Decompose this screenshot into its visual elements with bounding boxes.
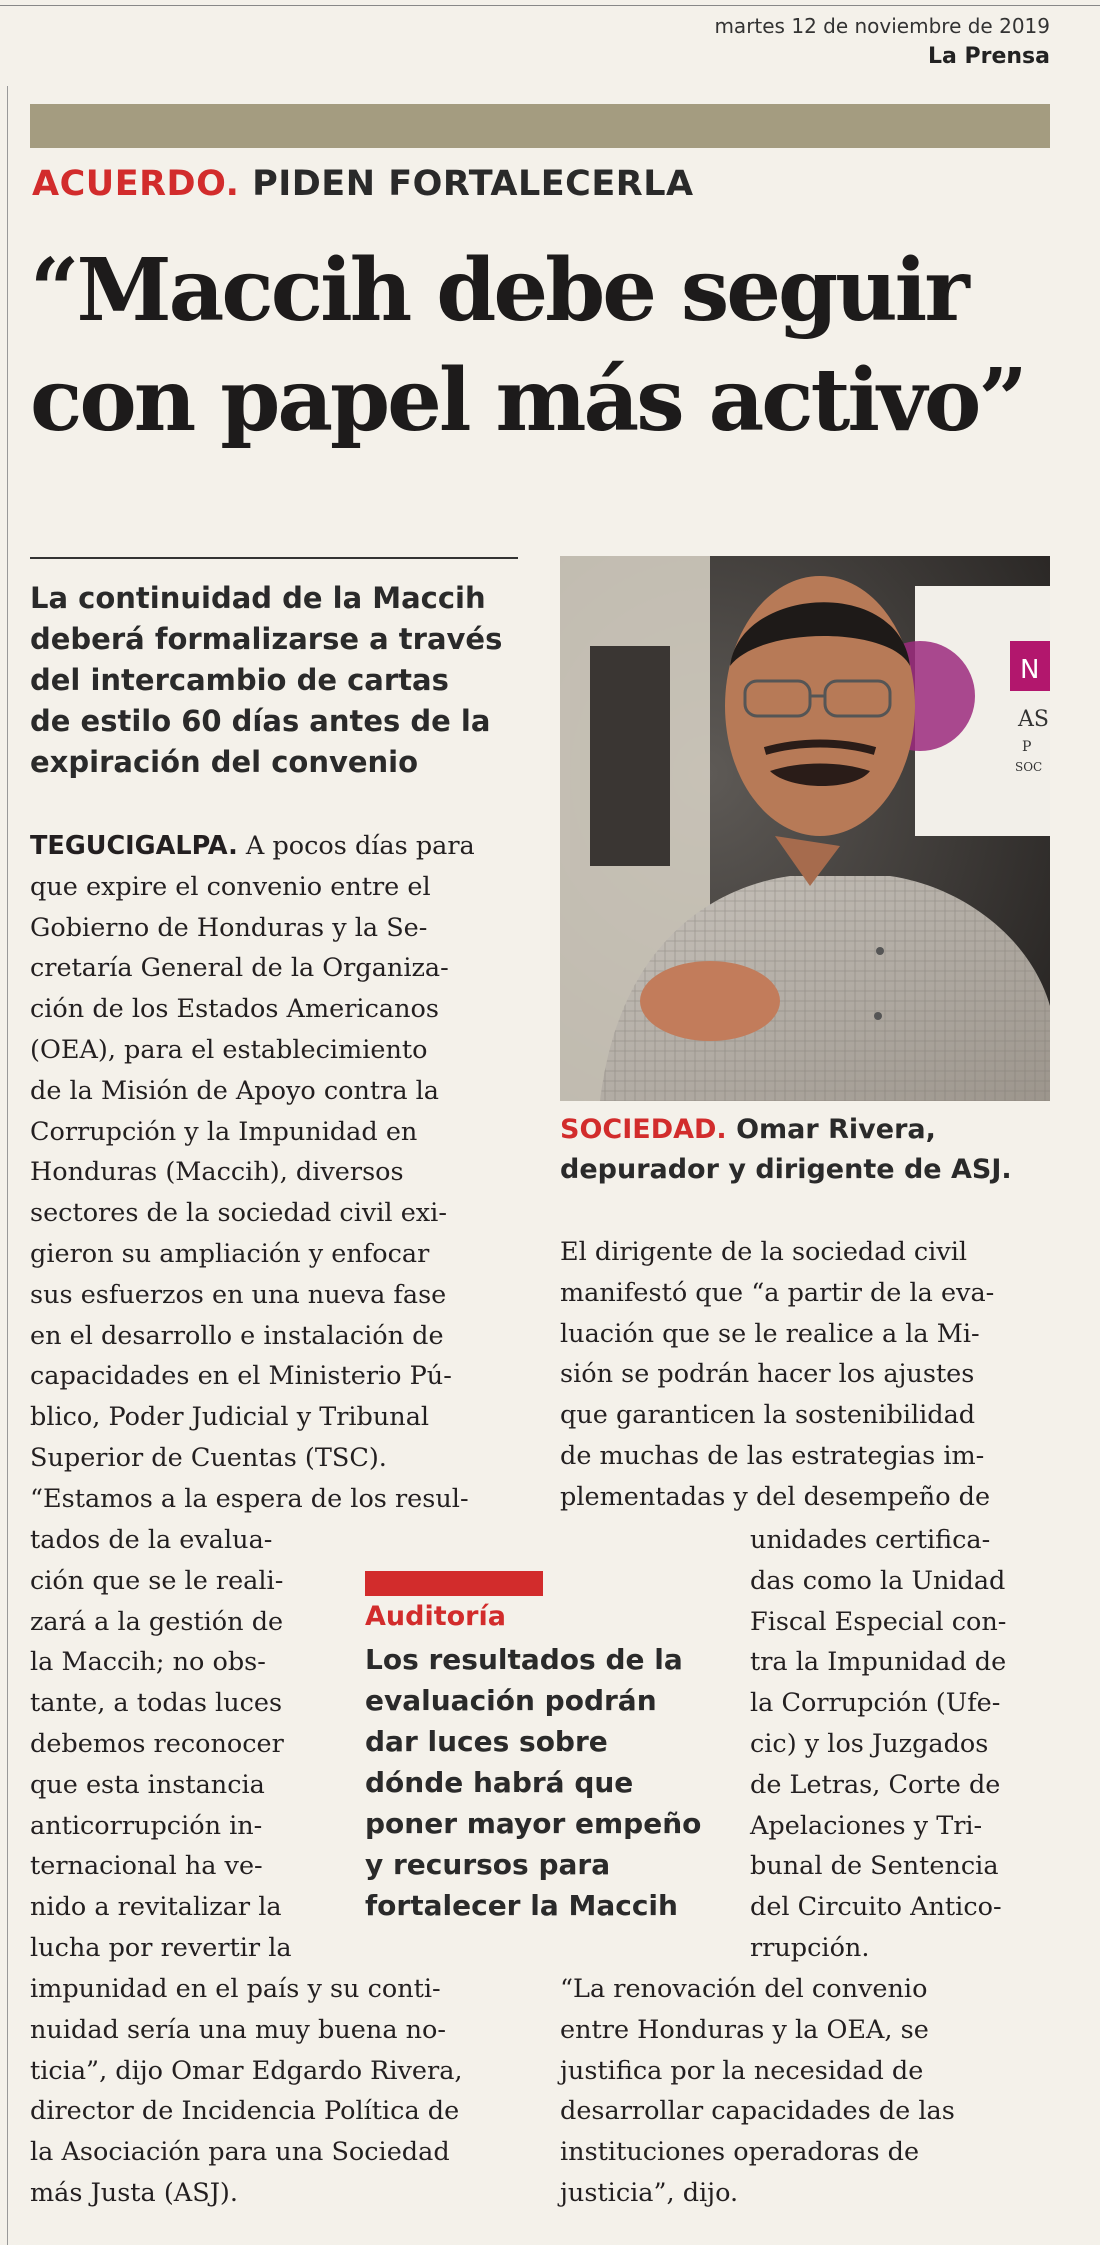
body-line: unidades certifica- xyxy=(750,1525,991,1555)
deck-line: del intercambio de cartas xyxy=(30,663,449,697)
body-column-left xyxy=(30,826,530,1520)
photo-caption xyxy=(560,1110,1050,1190)
body-line: entre Honduras y la OEA, se xyxy=(560,2014,929,2045)
caption-label: SOCIEDAD. xyxy=(560,1114,727,1145)
body-line: del Circuito Antico- xyxy=(750,1892,1002,1923)
body-line: El dirigente de la sociedad civil xyxy=(560,1237,968,1267)
body-line: nuidad sería una muy buena no- xyxy=(30,2014,447,2045)
kicker xyxy=(32,164,694,204)
body-line: desarrollar capacidades de las xyxy=(560,2096,955,2127)
body-line: Corrupción y la Impunidad en xyxy=(30,1116,418,1147)
body-line: rrupción. xyxy=(750,1932,870,1963)
body-column-left-narrow xyxy=(30,1520,330,1969)
body-line: Superior de Cuentas (TSC). xyxy=(30,1442,387,1473)
body-line: luación que se le realice a la Mi- xyxy=(560,1318,980,1349)
body-line: que esta instancia xyxy=(30,1769,265,1800)
pullquote-line: dónde habrá que xyxy=(365,1766,634,1799)
headline-line-1: “Maccih debe seguir xyxy=(30,240,967,341)
body-line: impunidad en el país y su conti- xyxy=(30,1974,441,2004)
pullquote-line: y recursos para xyxy=(365,1848,611,1881)
body-column-right xyxy=(560,1232,1050,1518)
body-line: la Corrupción (Ufe- xyxy=(750,1688,1001,1719)
pullquote-line: poner mayor empeño xyxy=(365,1807,702,1840)
body-line: de la Misión de Apoyo contra la xyxy=(30,1075,440,1106)
body-line: das como la Unidad xyxy=(750,1565,1006,1596)
body-line: ternacional ha ve- xyxy=(30,1851,263,1882)
body-line: la Asociación para una Sociedad xyxy=(30,2137,450,2168)
headline-line-2: con papel más activo” xyxy=(30,350,1025,451)
top-rule xyxy=(0,5,1100,6)
caption-line-1: Omar Rivera, xyxy=(736,1114,936,1145)
portrait-photo xyxy=(560,556,1050,1101)
body-line: sectores de la sociedad civil exi- xyxy=(30,1198,447,1229)
body-line: sus esfuerzos en una nueva fase xyxy=(30,1279,447,1310)
issue-date: martes 12 de noviembre de 2019 xyxy=(714,14,1050,38)
pullquote-line: fortalecer la Maccih xyxy=(365,1889,678,1922)
body-line: tra la Impunidad de xyxy=(750,1647,1007,1678)
body-line: sión se podrán hacer los ajustes xyxy=(560,1359,975,1390)
pullquote-line: Los resultados de la xyxy=(365,1643,683,1676)
hands xyxy=(640,961,780,1041)
body-line: más Justa (ASJ). xyxy=(30,2177,238,2208)
body-line: Fiscal Especial con- xyxy=(750,1606,1007,1637)
body-line: “La renovación del convenio xyxy=(560,1974,928,2004)
body-line: plementadas y del desempeño de xyxy=(560,1481,991,1512)
body-line: zará a la gestión de xyxy=(30,1606,284,1637)
body-line: A pocos días para xyxy=(245,831,475,861)
body-line: de Letras, Corte de xyxy=(750,1769,1001,1800)
deck-line: deberá formalizarse a través xyxy=(30,622,503,656)
body-line: instituciones operadoras de xyxy=(560,2137,920,2168)
body-line: blico, Poder Judicial y Tribunal xyxy=(30,1402,430,1433)
body-line: Honduras (Maccih), diversos xyxy=(30,1157,404,1188)
deck-line: La continuidad de la Maccih xyxy=(30,581,486,615)
body-line: ticia”, dijo Omar Edgardo Rivera, xyxy=(30,2055,463,2086)
body-line: “Estamos a la espera de los resul- xyxy=(30,1483,469,1514)
window xyxy=(590,646,670,866)
sign-letter: P xyxy=(1022,739,1032,755)
pullquote-bar xyxy=(365,1571,543,1596)
body-line: ción de los Estados Americanos xyxy=(30,994,439,1025)
dateline: TEGUCIGALPA. xyxy=(30,831,238,861)
body-line: cretaría General de la Organiza- xyxy=(30,953,449,984)
pullquote-line: evaluación podrán xyxy=(365,1684,657,1717)
sign-letter: AS xyxy=(1018,707,1049,732)
body-column-right-narrow xyxy=(750,1520,1050,1969)
body-line: lucha por revertir la xyxy=(30,1932,292,1963)
sign-letter: N xyxy=(1020,655,1040,685)
body-line: debemos reconocer xyxy=(30,1728,284,1759)
deck-line: de estilo 60 días antes de la xyxy=(30,704,491,738)
body-line: Apelaciones y Tri- xyxy=(750,1810,983,1841)
body-line: que expire el convenio entre el xyxy=(30,871,431,902)
newspaper-name: La Prensa xyxy=(927,44,1050,69)
kicker-label: ACUERDO. xyxy=(32,164,240,204)
kicker-text: PIDEN FORTALECERLA xyxy=(252,164,694,204)
section-banner xyxy=(30,104,1050,148)
body-line: cic) y los Juzgados xyxy=(750,1728,989,1759)
body-line: de muchas de las estrategias im- xyxy=(560,1440,985,1471)
body-line: (OEA), para el establecimiento xyxy=(30,1034,428,1065)
body-line: tante, a todas luces xyxy=(30,1688,283,1719)
shirt-button xyxy=(874,1012,882,1020)
body-column-right-bottom xyxy=(560,1969,1050,2214)
body-line: ción que se le reali- xyxy=(30,1565,284,1596)
body-line: justicia”, dijo. xyxy=(560,2177,739,2208)
body-line: capacidades en el Ministerio Pú- xyxy=(30,1361,452,1392)
caption-line-2: depurador y dirigente de ASJ. xyxy=(560,1154,1012,1185)
body-line: gieron su ampliación y enfocar xyxy=(30,1238,430,1269)
headline xyxy=(30,236,1070,456)
body-line: bunal de Sentencia xyxy=(750,1851,999,1882)
body-line: la Maccih; no obs- xyxy=(30,1647,266,1678)
shirt-button xyxy=(876,947,884,955)
body-line: tados de la evalua- xyxy=(30,1525,273,1555)
body-line: director de Incidencia Política de xyxy=(30,2096,460,2127)
body-line: que garanticen la sostenibilidad xyxy=(560,1400,976,1431)
deck xyxy=(30,578,520,783)
sign-letter: SOC xyxy=(1015,760,1043,774)
body-line: anticorrupción in- xyxy=(30,1810,263,1841)
column-rule-left xyxy=(7,86,8,2245)
deck-line: expiración del convenio xyxy=(30,745,419,779)
pullquote-label: Auditoría xyxy=(365,1601,506,1632)
body-column-left-bottom xyxy=(30,1969,530,2214)
pullquote-line: dar luces sobre xyxy=(365,1725,608,1758)
body-line: justifica por la necesidad de xyxy=(560,2055,924,2086)
body-line: en el desarrollo e instalación de xyxy=(30,1320,444,1351)
body-line: nido a revitalizar la xyxy=(30,1892,282,1923)
pullquote-text xyxy=(365,1639,705,1926)
body-line: Gobierno de Honduras y la Se- xyxy=(30,912,428,943)
deck-rule xyxy=(30,557,518,559)
body-line: manifestó que “a partir de la eva- xyxy=(560,1277,995,1308)
